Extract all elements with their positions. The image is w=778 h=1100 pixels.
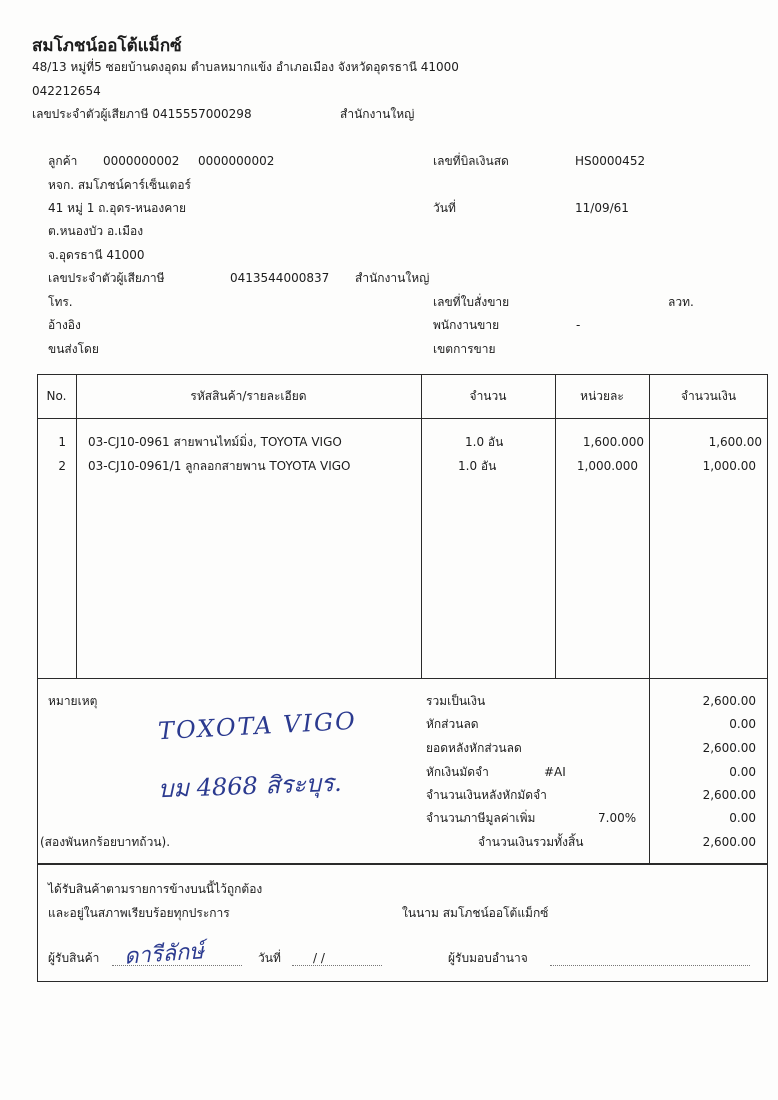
grand-total-label: จำนวนเงินรวมทั้งสิ้น: [478, 835, 584, 849]
grand-total-value: 2,600.00: [702, 835, 756, 849]
customer-code-2: 0000000002: [198, 154, 275, 168]
company-name: สมโภชน์ออโต้แม็กซ์: [32, 36, 182, 56]
summary-subtotal-label: รวมเป็นเงิน: [426, 694, 486, 708]
customer-address-1: 41 หมู่ 1 ถ.อุดร-หนองคาย: [48, 201, 186, 215]
customer-address-2: ต.หนองบัว อ.เมือง: [48, 224, 144, 238]
bill-no: HS0000452: [575, 154, 646, 168]
summary-deposit-code: #AI: [544, 765, 566, 779]
col-divider-unit: [649, 374, 650, 864]
row-amount: 1,000.00: [702, 459, 756, 473]
summary-deposit-label: หักเงินมัดจำ: [426, 765, 489, 779]
salesman-label: พนักงานขาย: [433, 318, 500, 332]
receiver-signature: ดารีลักษ์: [123, 939, 205, 970]
summary-vat-label: จำนวนภาษีมูลค่าเพิ่ม: [426, 811, 536, 825]
col-divider-desc: [421, 374, 422, 678]
row-quantity: 1.0 อัน: [465, 435, 504, 449]
header-description: รหัสสินค้า/รายละเอียด: [190, 389, 307, 403]
authorized-label: ผู้รับมอบอำนาจ: [448, 951, 528, 965]
remark-label: หมายเหตุ: [48, 694, 98, 708]
sales-order-label: เลขที่ใบสั่งขาย: [433, 295, 510, 309]
row-description: 03-CJ10-0961 สายพานไทม์มิ่ง, TOYOTA VIGO: [88, 435, 342, 449]
customer-phone-label: โทร.: [48, 295, 73, 309]
receipt-date-blank: / /: [313, 951, 325, 965]
received-statement-2: และอยู่ในสภาพเรียบร้อยทุกประการ: [48, 906, 230, 920]
bill-date-label: วันที่: [433, 201, 456, 215]
customer-code-1: 0000000002: [103, 154, 180, 168]
header-amount: จำนวนเงิน: [680, 389, 737, 403]
summary-after-deposit-label: จำนวนเงินหลังหักมัดจำ: [426, 788, 547, 802]
amount-in-words: (สองพันหกร้อยบาทถ้วน).: [40, 835, 171, 849]
sales-order-value: ลวท.: [668, 295, 694, 309]
summary-discount-value: 0.00: [729, 717, 756, 731]
summary-discount-label: หักส่วนลด: [426, 717, 479, 731]
col-divider-no: [76, 374, 77, 678]
company-tax-id: เลขประจำตัวผู้เสียภาษี 0415557000298: [32, 107, 252, 121]
handwritten-license-plate: บม 4868 สิระบุร.: [157, 768, 343, 804]
on-behalf-of: ในนาม สมโภชน์ออโต้แม็กซ์: [402, 906, 549, 920]
customer-tax-label: เลขประจำตัวผู้เสียภาษี: [48, 271, 165, 285]
table-header-divider: [37, 418, 768, 419]
receipt-date-label: วันที่: [258, 951, 281, 965]
header-unit-price: หน่วยละ: [580, 389, 624, 403]
customer-branch: สำนักงานใหญ่: [355, 271, 430, 285]
sales-area-label: เขตการขาย: [433, 342, 496, 356]
company-address: 48/13 หมู่ที่5 ซอยบ้านดงอุดม ตำบลหมากแข้ง อำเภอเมือง จังหวัดอุดรธานี 41000: [32, 60, 459, 74]
header-no: No.: [46, 389, 67, 403]
row-unit-price: 1,000.000: [576, 459, 638, 473]
shipping-label: ขนส่งโดย: [48, 342, 99, 356]
header-quantity: จำนวน: [469, 389, 507, 403]
authorized-signature-line: [550, 965, 750, 966]
customer-name: หจก. สมโภชน์คาร์เซ็นเตอร์: [48, 178, 191, 192]
bill-date: 11/09/61: [575, 201, 629, 215]
received-statement-1: ได้รับสินค้าตามรายการข้างบนนี้ไว้ถูกต้อง: [48, 882, 263, 896]
row-quantity: 1.0 อัน: [458, 459, 497, 473]
summary-after-deposit-value: 2,600.00: [702, 788, 756, 802]
summary-subtotal-value: 2,600.00: [702, 694, 756, 708]
company-branch: สำนักงานใหญ่: [340, 107, 415, 121]
summary-vat-rate: 7.00%: [598, 811, 637, 825]
row-no: 1: [58, 435, 66, 449]
row-no: 2: [58, 459, 66, 473]
customer-label: ลูกค้า: [48, 154, 78, 168]
bill-no-label: เลขที่บิลเงินสด: [433, 154, 509, 168]
summary-after-discount-value: 2,600.00: [702, 741, 756, 755]
company-phone: 042212654: [32, 84, 101, 98]
reference-label: อ้างอิง: [48, 318, 81, 332]
handwritten-vehicle-model: TOXOTA VIGO: [157, 706, 358, 746]
customer-address-3: จ.อุดรธานี 41000: [48, 248, 145, 262]
summary-deposit-value: 0.00: [729, 765, 756, 779]
summary-vat-value: 0.00: [729, 811, 756, 825]
receipt-date-line: [292, 965, 382, 966]
row-amount: 1,600.00: [708, 435, 762, 449]
col-divider-qty: [555, 374, 556, 678]
customer-tax-id: 0413544000837: [230, 271, 330, 285]
summary-after-discount-label: ยอดหลังหักส่วนลด: [426, 741, 522, 755]
row-description: 03-CJ10-0961/1 ลูกลอกสายพาน TOYOTA VIGO: [88, 459, 351, 473]
row-unit-price: 1,600.000: [582, 435, 644, 449]
table-body-divider: [37, 678, 768, 679]
salesman-value: -: [576, 318, 581, 332]
receiver-label: ผู้รับสินค้า: [48, 951, 100, 965]
